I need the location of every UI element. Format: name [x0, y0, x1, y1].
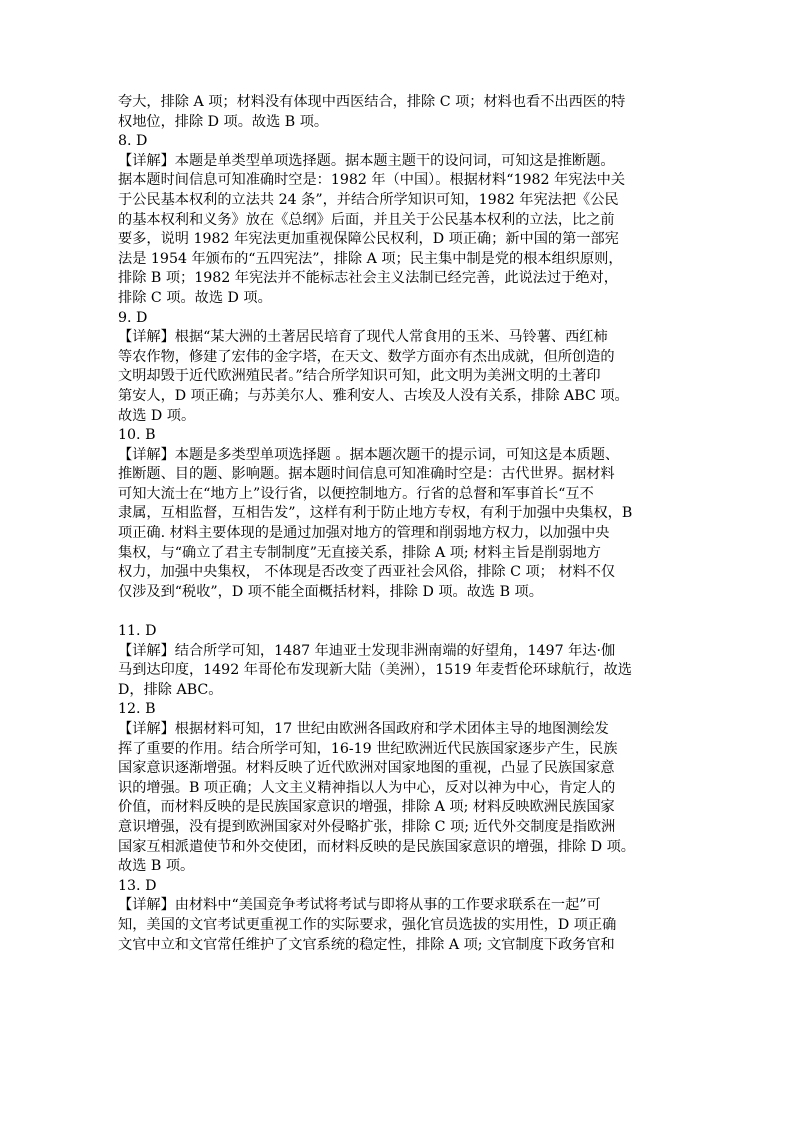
text-line: 价值，而材料反映的是民族国家意识的增强，排除 A 项; 材料反映欧洲民族国家	[118, 799, 615, 816]
answer-heading: 9. D	[118, 309, 148, 326]
text-line: 法是 1954 年颁布的“五四宪法”，排除 A 项；民主集中制是党的根本组织原则，	[118, 250, 623, 267]
answer-heading: 11. D	[118, 623, 157, 640]
text-line: 国家互相派遣使节和外交使团，而材料反映的是民族国家意识的增强，排除 D 项。	[118, 838, 635, 855]
text-line: 【详解】本题是单类型单项选择题。据本题主题干的设问词，可知这是推断题。	[118, 152, 615, 169]
text-line: 排除 C 项。故选 D 项。	[118, 289, 272, 306]
answer-heading: 10. B	[118, 427, 156, 444]
text-line: 的基本权利和义务》放在《总纲》后面，并且关于公民基本权利的立法，比之前	[118, 211, 615, 228]
text-line: 马到达印度，1492 年哥伦布发现新大陆（美洲），1519 年麦哲伦环球航行，故选	[118, 662, 632, 679]
text-line: 权力，加强中央集权， 不体现是否改变了西亚社会风俗，排除 C 项； 材料不仅	[118, 564, 616, 581]
text-line: 【详解】本题是多类型单项选择题 。据本题次题干的提示词，可知这是本质题、	[118, 446, 620, 463]
answer-heading: 8. D	[118, 133, 148, 150]
text-line: 第安人，D 项正确；与苏美尔人、雅利安人、古埃及人没有关系，排除 ABC 项。	[118, 387, 629, 404]
text-line: 识的增强。B 项正确；人文主义精神指以人为中心，反对以神为中心，肯定人的	[118, 779, 616, 796]
text-line: 隶属，互相监督，互相告发”，这样有利于防止地方专权，有利于加强中央集权，B	[118, 505, 633, 522]
text-line: 挥了重要的作用。结合所学可知，16-19 世纪欧洲近代民族国家逐步产生，民族	[118, 740, 618, 757]
text-line: 故选 B 项。	[118, 858, 195, 875]
text-line: 故选 D 项。	[118, 407, 196, 424]
blank-line	[118, 602, 680, 622]
text-line: 【详解】根据材料可知，17 世纪由欧洲各国政府和学术团体主导的地图测绘发	[118, 721, 609, 737]
text-line: 【详解】结合所学可知，1487 年迪亚士发现非洲南端的好望角，1497 年达·伽	[118, 642, 616, 659]
text-line: 集权，与“确立了君主专制制度”无直接关系，排除 A 项; 材料主旨是削弱地方	[118, 544, 601, 561]
text-line: 权地位，排除 D 项。故选 B 项。	[118, 113, 329, 130]
text-line: 文明却毁于近代欧洲殖民者。”结合所学知识可知，此文明为美洲文明的土著印	[118, 368, 601, 385]
text-line: 等农作物，修建了宏伟的金字塔，在天文、数学方面亦有杰出成就，但所创造的	[118, 348, 615, 365]
answer-heading: 12. B	[118, 701, 156, 718]
text-line: 文官中立和文官常任维护了文官系统的稳定性，排除 A 项; 文官制度下政务官和	[118, 936, 615, 953]
text-line: 仅涉及到“税收”，D 项不能全面概括材料，排除 D 项。故选 B 项。	[118, 583, 543, 600]
document-page	[118, 93, 680, 955]
text-line: 【详解】由材料中“美国竞争考试将考试与即将从事的工作要求联系在一起”可	[118, 897, 601, 914]
text-line: D，排除 ABC。	[118, 681, 223, 698]
text-line: 推断题、目的题、影响题。据本题时间信息可知准确时空是：古代世界。据材料	[118, 466, 615, 483]
text-line: 于公民基本权利的立法共 24 条”，并结合所学知识可知，1982 年宪法把《公民	[118, 191, 619, 208]
text-line: 知，美国的文官考试更重视工作的实际要求，强化官员选拔的实用性，D 项正确	[118, 916, 617, 933]
text-line: 据本题时间信息可知准确时空是：1982 年（中国）。根据材料“1982 年宪法中关	[118, 172, 626, 189]
text-line: 排除 B 项；1982 年宪法并不能标志社会主义法制已经完善，此说法过于绝对，	[118, 270, 618, 287]
text-line: 国家意识逐渐增强。材料反映了近代欧洲对国家地图的重视，凸显了民族国家意	[118, 760, 615, 777]
text-line: 要多，说明 1982 年宪法更加重视保障公民权利，D 项正确；新中国的第一部宪	[118, 231, 619, 248]
text-line: 项正确. 材料主要体现的是通过加强对地方的管理和削弱地方权力，以加强中央	[118, 525, 610, 542]
text-line: 可知大流士在“地方上”设行省，以便控制地方。行省的总督和军事首长“互不	[118, 485, 594, 502]
answer-heading: 13. D	[118, 877, 157, 894]
text-line: 夸大，排除 A 项；材料没有体现中西医结合，排除 C 项；材料也看不出西医的特	[118, 94, 626, 110]
text-line: 意识增强，没有提到欧洲国家对外侵略扩张，排除 C 项; 近代外交制度是指欧洲	[118, 818, 616, 835]
text-line: 【详解】根据“某大洲的土著居民培育了现代人常食用的玉米、马铃薯、西红柿	[118, 329, 608, 346]
